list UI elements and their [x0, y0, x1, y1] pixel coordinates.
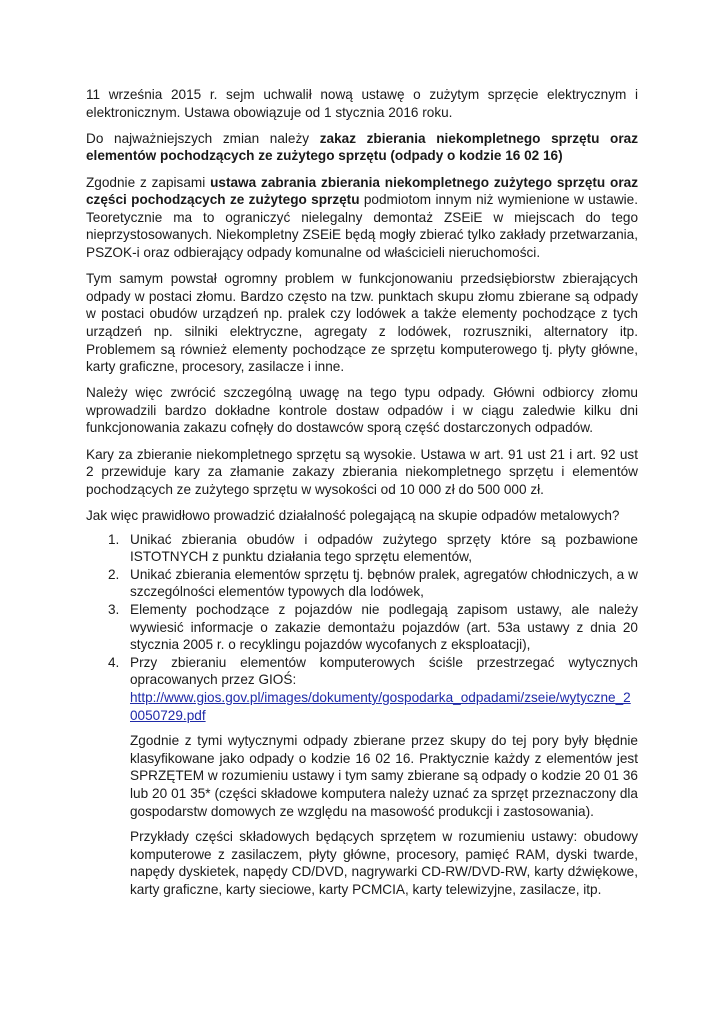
list-item — [86, 654, 638, 724]
paragraph-problem: Tym samym powstał ogromny problem w funkcjonowaniu przedsiębiorstw zbierających odpady w postaci złomu. Bardzo często na tzw. punktach skupu złomu zbierane są odpady w postaci obudów urządzeń np. pralek czy lodówek a także elementy pochodzące z tych urządzeń np. silniki elektryczne, agregaty z lodówek, rozruszniki, alternatory itp. Problemem są również elementy pochodzące ze sprzętu komputerowego tj. płyty główne, karty graficzne, procesory, zasilacze i inne. — [86, 271, 638, 375]
paragraph-intro: 11 września 2015 r. sejm uchwalił nową ustawę o zużytym sprzęcie elektrycznym i elektronicznym. Ustawa obowiązuje od 1 stycznia 2016 roku. — [86, 87, 638, 120]
list-item-number: 3. — [108, 602, 120, 617]
list-item-number: 1. — [108, 531, 120, 547]
list-item-text: Unikać zbierania obudów i odpadów zużytego sprzęty które są pozbawione ISTOTNYCH z punktu działania tego sprzętu elementów, — [130, 531, 638, 565]
paragraph-penalties: Kary za zbieranie niekompletnego sprzętu są wysokie. Ustawa w art. 91 ust 21 i art. 92 ust 2 przewiduje kary za złamanie zakazy zbierania niekompletnego sprzętu i elementów pochodzących ze zużytego sprzętu w wysokości od 10 000 zł do 500 000 zł. — [86, 446, 638, 497]
list-item — [86, 531, 638, 566]
paragraph-main-change — [86, 130, 638, 165]
ban-lead: Zgodnie z zapisami — [86, 174, 211, 190]
list-item-text: Elementy pochodzące z pojazdów nie podlegają zapisom ustawy, ale należy wywiesić informacje o zakazie demontażu pojazdów (art. 53a ustawy z dnia 20 stycznia 2005 r. o recyklingu pojazdów wycofanych z eksploatacji), — [130, 602, 638, 653]
main-change-bold: zakaz zbierania niekompletnego sprzętu oraz elementów pochodzących ze zużytego sprzętu (odpady o kodzie 16 02 16) — [86, 130, 638, 164]
paragraph-question: Jak więc prawidłowo prowadzić działalność polegającą na skupie odpadów metalowych? — [86, 508, 620, 524]
list-item-number: 4. — [108, 654, 120, 670]
paragraph-attention: Należy więc zwrócić szczególną uwagę na tego typu odpady. Główni odbiorcy złomu wprowadzili bardzo dokładne kontrole dostaw odpadów i w ciągu zaledwie kilku dni funkcjonowania zakazu cofnęły do dostawców sporą część dostarczonych odpadów. — [86, 385, 638, 436]
list-item-text: Unikać zbierania elementów sprzętu tj. bębnów pralek, agregatów chłodniczych, a w szczególności elementów typowych dla lodówek, — [130, 566, 638, 600]
list-item-number: 2. — [108, 566, 120, 582]
list-item — [86, 566, 638, 601]
ban-bold: ustawa zabrania zbierania niekompletnego zużytego sprzętu oraz części pochodzących ze zużytego sprzętu — [86, 174, 638, 208]
document-page — [86, 86, 638, 907]
paragraph-examples: Przykłady części składowych będących sprzętem w rozumieniu ustawy: obudowy komputerowe z zasilaczem, płyty główne, procesory, pamięć RAM, dyski twarde, napędy dyskietek, napędy CD/DVD, nagrywarki CD-RW/DVD-RW, karty dźwiękowe, karty graficzne, karty sieciowe, karty PCMCIA, karty telewizyjne, zasilacze, itp. — [130, 829, 638, 897]
ban-rest: podmiotom innym niż wymienione w ustawie. Teoretycznie ma to ograniczyć nielegalny demontaż ZSEiE w miejscach do tego nieprzystosowanych. Niekompletny ZSEiE będą mogły zbierać tylko zakłady przetwarzania, PSZOK-i oraz odbierający odpady komunalne od właścicieli nieruchomości. — [86, 192, 638, 260]
gios-guidelines-link[interactable]: http://www.gios.gov.pl/images/dokumenty/gospodarka_odpadami/zseie/wytyczne_20050729.pdf — [130, 689, 631, 723]
paragraph-classification: Zgodnie z tymi wytycznymi odpady zbierane przez skupy do tej pory były błędnie klasyfikowane jako odpady o kodzie 16 02 16. Praktycznie każdy z elementów jest SPRZĘTEM w rozumieniu ustawy i tym samy zbierane są odpady o kodzie 20 01 36 lub 20 01 35* (części składowe komputera należy uznać za sprzęt przeznaczony dla gospodarstw domowych ze względu na masowość produkcji i zastosowania). — [130, 733, 638, 819]
list-item — [86, 601, 638, 654]
guidelines-list — [86, 531, 638, 725]
list-item-text: Przy zbieraniu elementów komputerowych ściśle przestrzegać wytycznych opracowanych przez GIOŚ: — [130, 654, 638, 688]
main-change-lead: Do najważniejszych zmian należy — [86, 130, 320, 146]
paragraph-ban — [86, 174, 638, 262]
